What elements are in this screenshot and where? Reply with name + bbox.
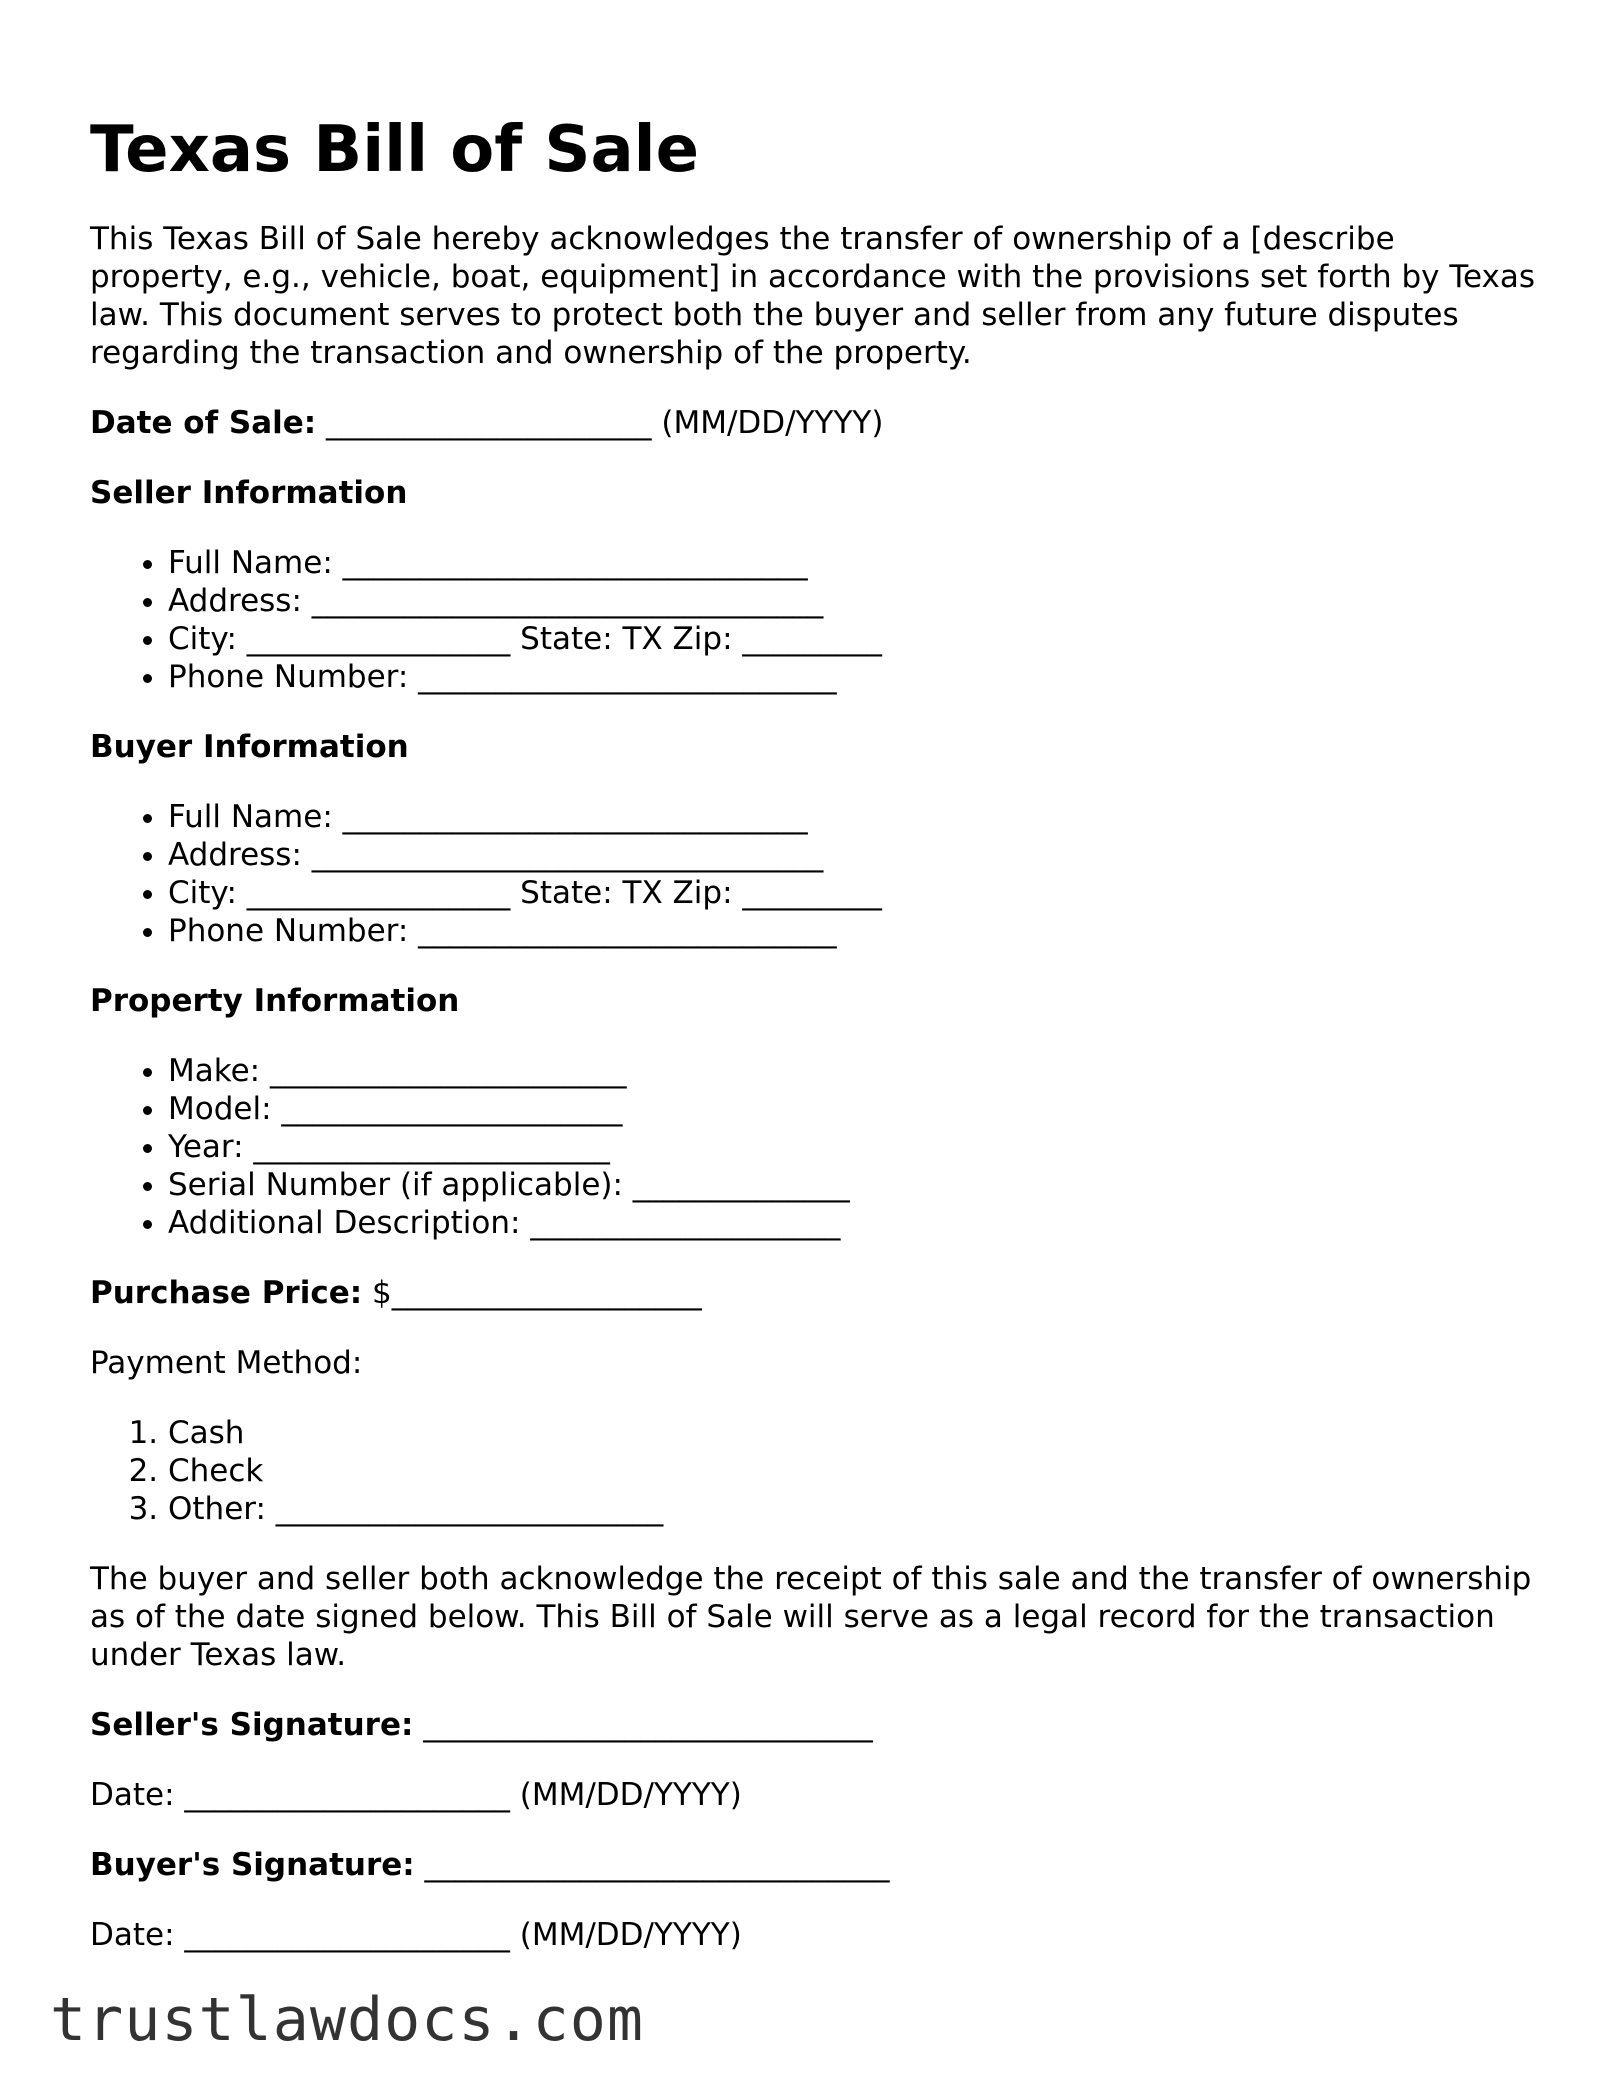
buyer-heading: Buyer Information [90,729,409,765]
site-watermark: trustlawdocs.com [50,1985,644,2055]
payment-method-label: Payment Method: [90,1345,363,1381]
buyer-signature-line [90,1846,1540,1884]
document-page [90,110,1540,1986]
purchase-price-field[interactable]: $____________________ [372,1275,702,1311]
purchase-price-label: Purchase Price: [90,1275,363,1311]
seller-date-field[interactable]: _____________________ (MM/DD/YYYY) [184,1777,742,1813]
buyer-signature-field[interactable]: ______________________________ [424,1847,890,1883]
intro-paragraph: This Texas Bill of Sale hereby acknowledges the transfer of ownership of a [describe property, e.g., vehicle, boat, equipment] in accordance with the provisions set forth by Texas law. This document serves to protect both the buyer and seller from any future disputes regarding the transaction and ownership of the property. [90,221,1536,371]
property-description-field[interactable]: • Additional Description: ____________________ [168,1204,1540,1242]
seller-signature-line [90,1706,1540,1744]
buyer-date-field[interactable]: _____________________ (MM/DD/YYYY) [184,1917,742,1953]
date-of-sale-line [90,404,1540,442]
buyer-phone-field[interactable]: • Phone Number: ___________________________ [168,912,1540,950]
property-make-field[interactable]: • Make: _______________________ [168,1052,1540,1090]
buyer-date-line [90,1916,1540,1954]
property-year-field[interactable]: • Year: _______________________ [168,1128,1540,1166]
seller-phone-field[interactable]: • Phone Number: ___________________________ [168,658,1540,696]
page-title: Texas Bill of Sale [90,113,699,187]
buyer-list [90,798,1540,950]
payment-option-cash[interactable]: 1. Cash [168,1414,1540,1452]
buyer-date-label: Date: [90,1917,175,1953]
property-serial-field[interactable]: • Serial Number (if applicable): ______________ [168,1166,1540,1204]
acknowledgment-paragraph: The buyer and seller both acknowledge the receipt of this sale and the transfer of ownership as of the date signed below. This Bill of Sale will serve as a legal record for the transaction under Texas law. [90,1561,1532,1673]
date-of-sale-field[interactable]: _____________________ (MM/DD/YYYY) [326,405,884,441]
payment-option-other[interactable]: 3. Other: _________________________ [168,1490,1540,1528]
purchase-price-line [90,1274,1540,1312]
seller-list [90,544,1540,696]
seller-full-name-field[interactable]: • Full Name: ______________________________ [168,544,1540,582]
property-model-field[interactable]: • Model: ______________________ [168,1090,1540,1128]
buyer-full-name-field[interactable]: • Full Name: ______________________________ [168,798,1540,836]
seller-heading: Seller Information [90,475,408,511]
seller-date-label: Date: [90,1777,175,1813]
payment-method-list [90,1414,1540,1528]
date-of-sale-label: Date of Sale: [90,405,317,441]
buyer-city-state-zip-field[interactable]: • City: _________________ State: TX Zip: _________ [168,874,1540,912]
seller-address-field[interactable]: • Address: _________________________________ [168,582,1540,620]
payment-option-check[interactable]: 2. Check [168,1452,1540,1490]
buyer-address-field[interactable]: • Address: _________________________________ [168,836,1540,874]
seller-signature-field[interactable]: _____________________________ [423,1707,873,1743]
property-list [90,1052,1540,1242]
seller-date-line [90,1776,1540,1814]
buyer-signature-label: Buyer's Signature: [90,1847,415,1883]
seller-city-state-zip-field[interactable]: • City: _________________ State: TX Zip: _________ [168,620,1540,658]
property-heading: Property Information [90,983,460,1019]
seller-signature-label: Seller's Signature: [90,1707,414,1743]
